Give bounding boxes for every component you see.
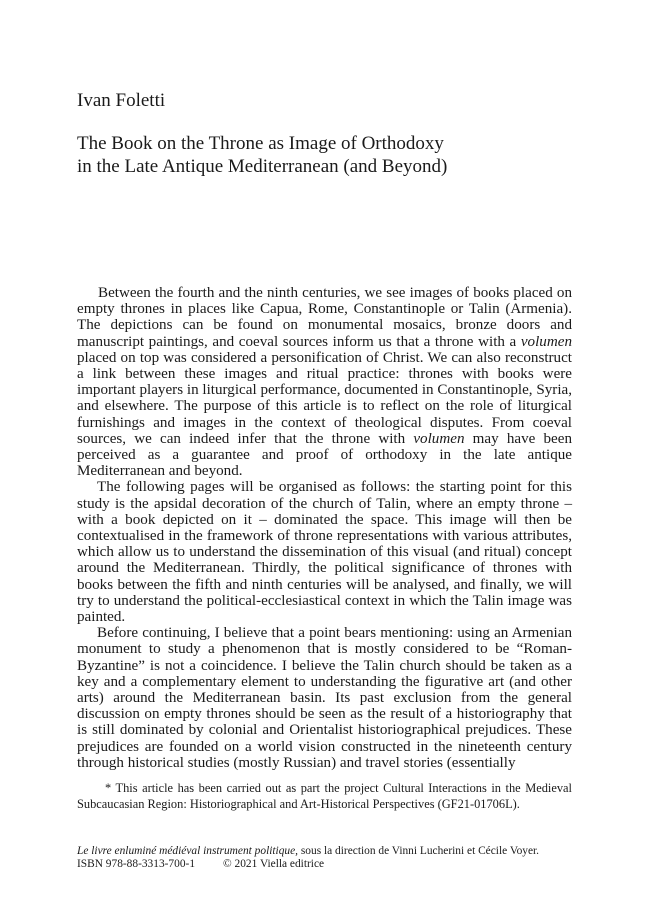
text-run: Between the fourth and the ninth centuries, we see images of books placed on empty thrones in places like Capua, Rome, Constantinople or Talin (Armenia). The depictions can be found on monumental mosaics, bronze doors and manuscript paintings, and coeval sources inform us that a throne with a: [77, 285, 572, 350]
imprint-line-1: [77, 845, 597, 858]
body-paragraph-3: [77, 625, 572, 771]
author-name: Ivan Foletti: [77, 90, 166, 111]
title-line-1: The Book on the Throne as Image of Orthodoxy: [77, 133, 444, 154]
article-body: [77, 285, 572, 771]
book-direction: sous la direction de Vinni Lucherini et Cécile Voyer.: [298, 845, 540, 857]
book-title: Le livre enluminé médiéval instrument politique,: [77, 845, 299, 857]
italic-term: volumen: [413, 430, 465, 447]
title-line-2: in the Late Antique Mediterranean (and Beyond): [77, 156, 448, 177]
text-run: Before continuing, I believe that a point bears mentioning: using an Armenian monument to study a phenomenon that is mostly considered to be “Roman-Byzantine” is not a coincidence. I believe the Talin church should be taken as a key and a complementary element to understanding the figurative art (and other arts) around the Mediterranean basin. Its past exclusion from the general discussion on empty thrones should be seen as the result of a historiography that is still dominated by colonial and Orientalist historiographical prejudices. These prejudices are founded on a world vision constructed in the nineteenth century through historical studies (mostly Russian) and travel stories (essentially: [77, 625, 572, 771]
body-paragraph-2: [77, 479, 572, 625]
footnote: * This article has been carried out as part the project Cultural Interactions in the Medieval Subcaucasian Region: Historiographical and Art-Historical Perspectives (GF21-01706L).: [77, 781, 572, 811]
copyright: © 2021 Viella editrice: [223, 858, 325, 870]
body-paragraph-1: [77, 285, 572, 479]
italic-term: volumen: [520, 333, 572, 350]
text-run: The following pages will be organised as follows: the starting point for this study is the apsidal decoration of the church of Talin, where an empty throne – with a book depicted on it – dominated the space. This image will then be contextualised in the framework of throne representations with various attributes, which allow us to understand the dissemination of this visual (and ritual) concept around the Mediterranean. Thirdly, the political significance of thrones with books between the fifth and ninth centuries will be analysed, and finally, we will try to understand the political-ecclesiastical context in which the Talin image was painted.: [77, 479, 572, 626]
imprint-line-2: [77, 858, 597, 871]
article-title: [77, 132, 597, 178]
isbn: ISBN 978-88-3313-700-1: [77, 858, 196, 870]
text-run: placed on top was considered a personification of Christ. We can also reconstruct a link between these images and ritual practice: thrones with books were important players in liturgical performance, documented in Constantinople, Syria, and elsewhere. The purpose of this article is to reflect on the role of liturgical furnishings and images in the context of theological disputes. From coeval sources, we can indeed infer that the throne with: [77, 349, 572, 447]
text-run: may have been perceived as a guarantee and proof of orthodoxy in the late antique Mediterranean and beyond.: [77, 430, 572, 480]
imprint: [77, 845, 597, 871]
